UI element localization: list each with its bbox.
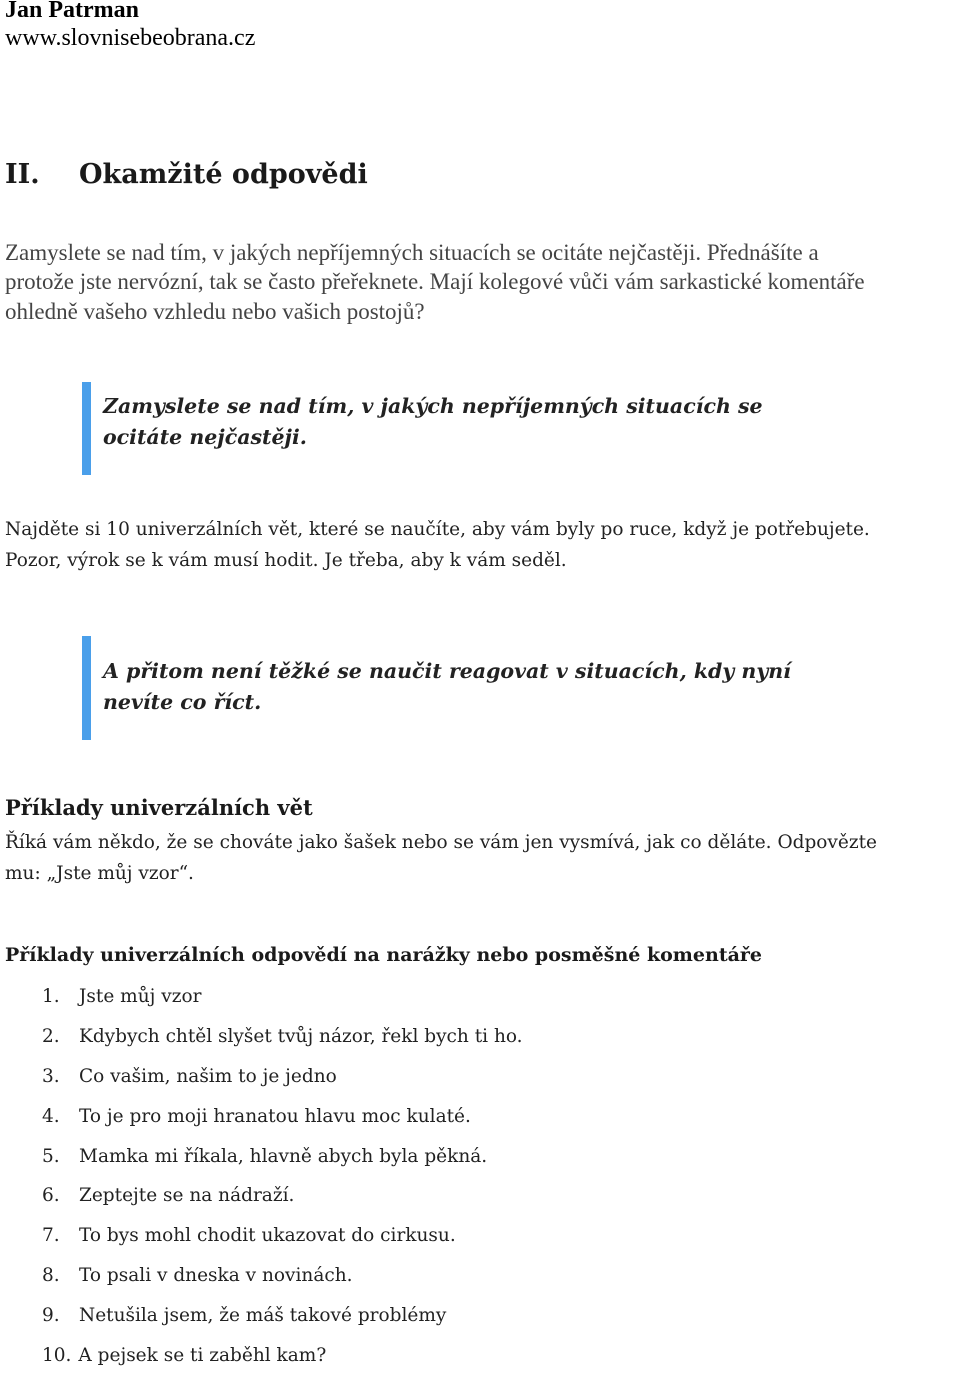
chapter-title: Okamžité odpovědi [79,159,368,190]
list-item-number: 7. [42,1225,60,1246]
quote-bar [82,636,91,740]
list-item-number: 6. [42,1185,60,1206]
intro-line: protože jste nervózní, tak se často přeřeknete. Mají kolegové vůči vám sarkastické komentáře [5,269,865,294]
author-name: Jan Patrman [5,0,139,23]
list-item-text: A pejsek se ti zaběhl kam? [78,1345,327,1366]
quote-line: nevíte co říct. [103,690,262,714]
list-item-text: Co vašim, našim to je jedno [79,1066,337,1087]
list-item-text: Kdybych chtěl slyšet tvůj názor, řekl bych ti ho. [79,1026,523,1047]
section-heading: Příklady univerzálních vět [5,795,313,820]
quote-bar [82,382,91,475]
list-item-number: 1. [42,986,60,1007]
list-item-text: Netušila jsem, že máš takové problémy [79,1305,447,1326]
quote-line: ocitáte nejčastěji. [103,425,307,449]
body-line: Najděte si 10 univerzálních vět, které se naučíte, aby vám byly po ruce, když je potřebujete. [5,519,870,540]
body-line: mu: „Jste můj vzor“. [5,863,194,884]
list-item-number: 5. [42,1146,60,1167]
list-item-number: 4. [42,1106,60,1127]
intro-line: ohledně vašeho vzhledu nebo vašich postojů? [5,299,425,324]
body-line: Pozor, výrok se k vám musí hodit. Je třeba, aby k vám seděl. [5,550,567,571]
list-item-text: Mamka mi říkala, hlavně abych byla pěkná. [79,1146,488,1167]
list-item-text: Zeptejte se na nádraží. [79,1185,295,1206]
list-item-number: 10. [42,1345,72,1366]
body-line: Říká vám někdo, že se chováte jako šašek nebo se vám jen vysmívá, jak co děláte. Odpovězte [5,832,877,853]
website-url: www.slovnisebeobrana.cz [5,25,256,51]
list-item-number: 9. [42,1305,60,1326]
section-heading: Příklady univerzálních odpovědí na narážky nebo posměšné komentáře [5,944,763,966]
list-item-number: 2. [42,1026,60,1047]
list-item-number: 3. [42,1066,60,1087]
list-item-text: To bys mohl chodit ukazovat do cirkusu. [79,1225,456,1246]
chapter-number: II. [5,159,40,190]
quote-line: A přitom není těžké se naučit reagovat v situacích, kdy nyní [103,659,791,683]
list-item-text: To je pro moji hranatou hlavu moc kulaté. [79,1106,471,1127]
quote-line: Zamyslete se nad tím, v jakých nepříjemných situacích se [103,394,763,418]
list-item-number: 8. [42,1265,60,1286]
list-item-text: Jste můj vzor [79,986,202,1007]
list-item-text: To psali v dneska v novinách. [79,1265,353,1286]
intro-line: Zamyslete se nad tím, v jakých nepříjemných situacích se ocitáte nejčastěji. Přednášíte a [5,240,819,265]
